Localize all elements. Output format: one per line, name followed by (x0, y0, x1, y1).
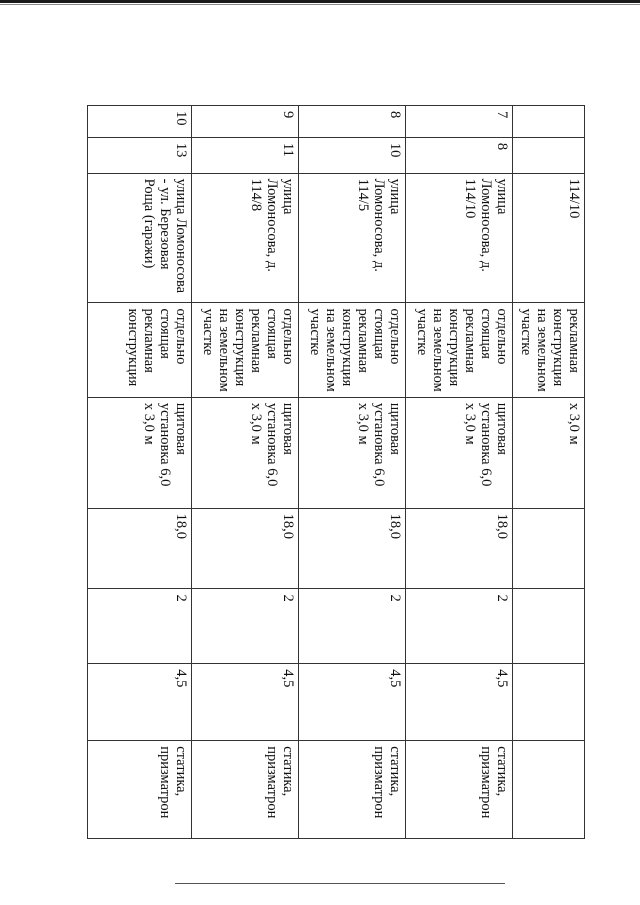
cell-point-number (192, 137, 299, 173)
cell-row-number (513, 106, 585, 138)
cell-text: 18,0 (387, 513, 403, 540)
table-row (406, 106, 513, 839)
cell-text: 4,5 (280, 669, 296, 688)
cell-line: на земельном (323, 308, 339, 392)
cell-line: 114/5 (355, 178, 371, 212)
cell-technology (192, 741, 299, 839)
cell-line: 114/8 (248, 178, 264, 212)
cell-structure-kind (406, 397, 513, 508)
cell-line: на земельном (216, 308, 232, 392)
cell-line: x 3,0 м (248, 402, 264, 445)
table-row (299, 106, 406, 839)
cell-line: конструкция (446, 308, 462, 387)
cell-line: x 3,0 м (566, 402, 582, 445)
cell-sides (192, 589, 299, 664)
cell-term (88, 664, 192, 741)
cell-structure-type (88, 303, 192, 397)
cell-line: Ломоносова, д. (478, 178, 494, 272)
cell-area (88, 508, 192, 589)
cell-text: 4,5 (387, 669, 403, 688)
cell-line: Роща (гаражи) (141, 178, 157, 269)
cell-term (299, 664, 406, 741)
cell-structure-kind (513, 397, 585, 508)
cell-sides (406, 589, 513, 664)
cell-line: рекламная (141, 308, 157, 373)
cell-text: 9 (280, 111, 296, 119)
cell-term (406, 664, 513, 741)
cell-line: улица (494, 178, 510, 215)
cell-text: 7 (494, 111, 510, 119)
cell-line: призматрон (371, 746, 387, 819)
cell-text: 18,0 (494, 513, 510, 540)
cell-line: отдельно (494, 308, 510, 365)
cell-address (192, 173, 299, 303)
cell-line: 114/10 (566, 178, 582, 219)
cell-line: установка 6,0 (157, 402, 173, 487)
cell-structure-type (513, 303, 585, 397)
cell-line: стоящая (264, 308, 280, 359)
cell-line: конструкция (339, 308, 355, 387)
cell-address (88, 173, 192, 303)
cell-sides (299, 589, 406, 664)
cell-point-number (299, 137, 406, 173)
cell-term (513, 664, 585, 741)
cell-structure-kind (299, 397, 406, 508)
cell-line: участке (518, 308, 534, 356)
bottom-rule (175, 883, 505, 884)
cell-text: 10 (173, 111, 189, 126)
cell-line: x 3,0 м (141, 402, 157, 445)
cell-address (513, 173, 585, 303)
cell-text: 11 (280, 142, 296, 157)
cell-structure-type (406, 303, 513, 397)
cell-structure-kind (88, 397, 192, 508)
cell-line: конструкция (125, 308, 141, 387)
cell-line: рекламная (248, 308, 264, 373)
cell-technology (88, 741, 192, 839)
cell-text: 8 (494, 142, 510, 151)
cell-text: 4,5 (173, 669, 189, 688)
cell-point-number (513, 137, 585, 173)
cell-row-number (299, 106, 406, 138)
rotated-table-wrapper (88, 105, 585, 839)
cell-line: рекламная (355, 308, 371, 373)
cell-line: участке (414, 308, 430, 356)
cell-row-number (88, 106, 192, 138)
cell-area (513, 508, 585, 589)
cell-text: 13 (173, 142, 189, 158)
cell-structure-kind (192, 397, 299, 508)
cell-row-number (192, 106, 299, 138)
cell-line: улица (280, 178, 296, 215)
cell-line: x 3,0 м (355, 402, 371, 445)
cell-line: щитовая (387, 402, 403, 455)
cell-line: участке (307, 308, 323, 356)
cell-text: 18,0 (173, 513, 189, 540)
cell-line: рекламная (462, 308, 478, 373)
cell-area (406, 508, 513, 589)
cell-line: призматрон (157, 746, 173, 819)
cell-line: установка 6,0 (478, 402, 494, 487)
table-row (192, 106, 299, 839)
cell-row-number (406, 106, 513, 138)
cell-sides (513, 589, 585, 664)
cell-term (192, 664, 299, 741)
cell-address (299, 173, 406, 303)
cell-line: стоящая (371, 308, 387, 359)
cell-line: статика, (173, 746, 189, 797)
cell-text: 10 (387, 142, 403, 158)
cell-line: стоящая (157, 308, 173, 359)
cell-line: статика, (387, 746, 403, 797)
table-body (88, 106, 585, 839)
cell-line: стоящая (478, 308, 494, 359)
cell-line: улица Ломоносова (173, 178, 189, 294)
table-row (88, 106, 192, 839)
cell-point-number (406, 137, 513, 173)
cell-area (299, 508, 406, 589)
cell-line: установка 6,0 (371, 402, 387, 487)
cell-text: 2 (173, 594, 189, 602)
cell-line: щитовая (494, 402, 510, 455)
cell-line: отдельно (173, 308, 189, 365)
cell-line: щитовая (280, 402, 296, 455)
cell-line: на земельном (534, 308, 550, 392)
cell-point-number (88, 137, 192, 173)
cell-text: 8 (387, 111, 403, 119)
cell-line: Ломоносова, д. (264, 178, 280, 272)
cell-line: x 3,0 м (462, 402, 478, 445)
cell-line: на земельном (430, 308, 446, 392)
cell-line: установка 6,0 (264, 402, 280, 487)
cell-line: улица (387, 178, 403, 215)
cell-line: 114/10 (462, 178, 478, 219)
cell-text: 4,5 (494, 669, 510, 688)
cell-text: 18,0 (280, 513, 296, 540)
cell-technology (513, 741, 585, 839)
cell-structure-type (192, 303, 299, 397)
cell-line: призматрон (478, 746, 494, 819)
cell-line: рекламная (566, 308, 582, 373)
cell-line: отдельно (280, 308, 296, 365)
cell-line: Ломоносова, д. (371, 178, 387, 272)
cell-technology (299, 741, 406, 839)
cell-line: призматрон (264, 746, 280, 819)
cell-structure-type (299, 303, 406, 397)
cell-line: участке (200, 308, 216, 356)
scan-top-edge (0, 0, 640, 3)
table-row (513, 106, 585, 839)
advertising-structures-table (87, 105, 585, 839)
cell-line: конструкция (550, 308, 566, 387)
cell-line: - ул. Березовая (157, 178, 173, 270)
cell-address (406, 173, 513, 303)
cell-technology (406, 741, 513, 839)
cell-area (192, 508, 299, 589)
cell-text: 2 (494, 594, 510, 602)
scan-top-edge-shadow (0, 4, 640, 5)
cell-text: 2 (387, 594, 403, 602)
cell-line: конструкция (232, 308, 248, 387)
cell-sides (88, 589, 192, 664)
cell-line: статика, (280, 746, 296, 797)
cell-text: 2 (280, 594, 296, 602)
cell-line: отдельно (387, 308, 403, 365)
cell-line: статика, (494, 746, 510, 797)
cell-line: щитовая (173, 402, 189, 455)
